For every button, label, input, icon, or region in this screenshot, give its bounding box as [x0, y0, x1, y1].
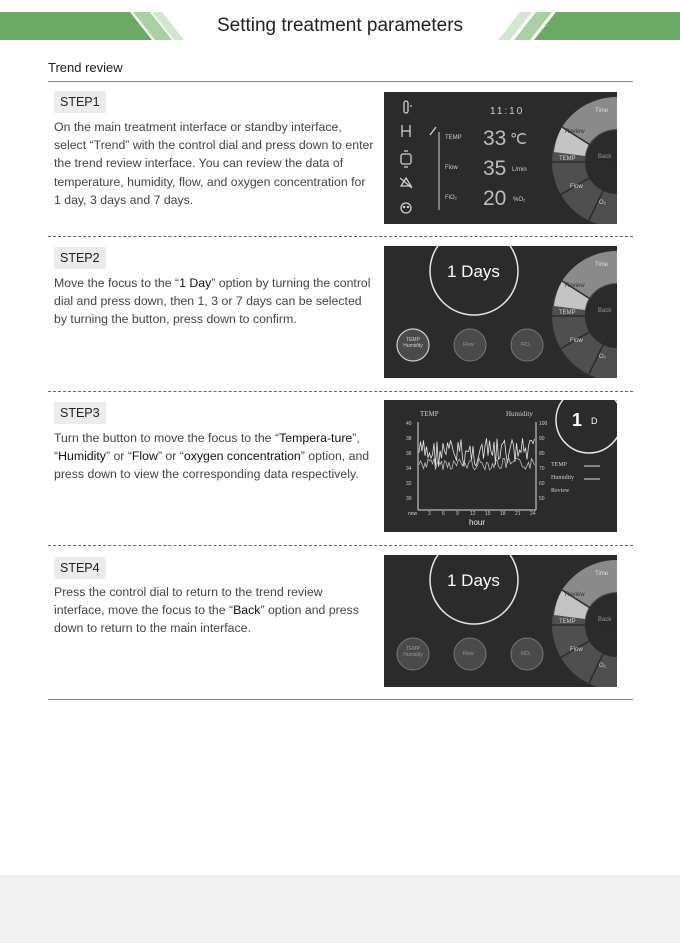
step4-text	[54, 583, 374, 638]
temp-label: TEMP	[445, 135, 462, 141]
menu-review: Review	[565, 592, 585, 598]
step-text-run: Turn the button to move the focus to the “	[54, 431, 280, 445]
temp-trend-line	[419, 438, 535, 467]
flow-unit: L/min	[512, 167, 527, 173]
step-text-run: Press the control dial to return to the trend review interface, move the focus to the “	[54, 585, 323, 618]
step-separator	[48, 391, 633, 392]
emphasis-term: 1 Day	[179, 276, 212, 290]
step-text-run: ” option by turning the control dial and press down, then 1, 3 or 7 days can be selected by turning the button, press down to confirm.	[54, 276, 371, 327]
temp-humidity-button: TEMP Humidity	[403, 337, 423, 349]
menu-time: Time	[595, 108, 609, 114]
step-text-run: ” or “	[105, 449, 132, 464]
thermometer-icon	[404, 101, 412, 113]
menu-time: Time	[595, 262, 609, 268]
x-tick: 3	[428, 511, 431, 517]
step-text-run: ”, “	[54, 431, 360, 464]
x-tick: 24	[530, 511, 536, 517]
days-label: 1 Days	[447, 262, 500, 281]
y-left-tick: 32	[406, 481, 412, 487]
step-text-run: ” option and press down to return to the main interface.	[54, 603, 359, 636]
fio2-label: FiO₂	[445, 195, 457, 201]
emphasis-term: Flow	[131, 449, 158, 464]
step2-text	[54, 274, 374, 329]
fio2-button: FiO₂	[521, 342, 531, 348]
legend-temp: TEMP	[551, 462, 568, 468]
temp-value: 33	[483, 127, 507, 150]
y-right-tick: 70	[539, 466, 545, 472]
menu-o2: O₂	[599, 200, 606, 206]
flow-value: 35	[483, 157, 507, 180]
menu-temp: TEMP	[559, 310, 576, 316]
graph-right-title: Humidity	[506, 410, 533, 418]
menu-review: Review	[565, 129, 585, 135]
menu-o2: O₂	[599, 354, 606, 360]
watch-icon	[401, 151, 411, 167]
step3-text	[54, 429, 374, 484]
face-icon	[401, 203, 411, 213]
x-tick: 12	[470, 511, 476, 517]
step-text-run: On the main treatment interface or standby interface, select “Trend” with the control dial and press down to enter the trend review interface. You can review the data of temperature, humidity, flow, and oxygen concentration for 1 day, 3 days and 7 days.	[54, 120, 374, 207]
legend-review: Review	[551, 488, 570, 494]
menu-time: Time	[595, 571, 609, 577]
step-text-run: ” option, and press down to view the corresponding data respectively.	[54, 449, 370, 482]
days-number: 1	[572, 410, 583, 430]
flow-button: Flow	[463, 651, 474, 657]
screen-main-interface	[384, 92, 617, 224]
legend-humidity: Humidity	[551, 475, 575, 481]
flow-button: Flow	[463, 342, 474, 348]
days-unit: D	[591, 416, 598, 426]
step-text-run: ” or “	[157, 449, 184, 464]
step4-tag: STEP4	[54, 557, 106, 579]
x-tick: 9	[456, 511, 459, 517]
emphasis-term: Tempera-ture	[279, 431, 353, 445]
section-rule	[48, 81, 633, 82]
x-tick: 18	[500, 511, 506, 517]
x-tick: 21	[515, 511, 521, 517]
flow-label: Flow	[445, 165, 458, 171]
step-separator	[48, 236, 633, 237]
emphasis-term: Back	[233, 603, 261, 618]
menu-temp: TEMP	[559, 619, 576, 625]
screen-days-select	[384, 246, 617, 378]
clock-time: 11:10	[490, 106, 525, 117]
menu-back: Back	[598, 308, 612, 314]
step2-tag: STEP2	[54, 247, 106, 269]
y-right-tick: 100	[539, 421, 548, 427]
menu-flow: Flow	[570, 338, 583, 344]
wrench-icon	[430, 127, 436, 135]
y-right-tick: 60	[539, 481, 545, 487]
step-separator	[48, 545, 633, 546]
menu-flow: Flow	[570, 647, 583, 653]
fio2-value: 20	[483, 187, 507, 210]
humidifier-icon	[402, 125, 410, 137]
y-left-tick: 34	[406, 466, 412, 472]
menu-back: Back	[598, 617, 612, 623]
emphasis-term: oxygen concentration	[183, 449, 301, 464]
menu-review: Review	[565, 283, 585, 289]
step1-tag: STEP1	[54, 91, 106, 113]
page-title: Setting treatment parameters	[216, 15, 464, 36]
temp-humidity-button: TEMP Humidity	[403, 646, 423, 658]
y-left-tick: 40	[406, 421, 412, 427]
page-footer-band	[0, 875, 680, 943]
y-left-tick: 38	[406, 436, 412, 442]
x-tick: 6	[442, 511, 445, 517]
y-left-tick: 36	[406, 451, 412, 457]
temp-unit: ℃	[510, 131, 527, 148]
menu-temp: TEMP	[559, 156, 576, 162]
alarm-off-icon	[400, 178, 412, 188]
section-title: Trend review	[48, 60, 123, 75]
emphasis-term: Humidity	[58, 449, 106, 464]
x-tick: 15	[485, 511, 491, 517]
y-left-tick: 30	[406, 496, 412, 502]
step-text-run: Move the focus to the “	[54, 276, 180, 290]
x-axis-label: hour	[469, 518, 486, 527]
screen-days-back	[384, 555, 617, 687]
screen-trend-graph	[384, 400, 617, 532]
days-circle	[556, 400, 617, 453]
section-end-rule	[48, 699, 633, 700]
menu-o2: O₂	[599, 663, 606, 669]
y-right-tick: 50	[539, 496, 545, 502]
y-right-tick: 80	[539, 451, 545, 457]
x-tick: now	[408, 511, 418, 517]
graph-left-title: TEMP	[420, 410, 439, 418]
step3-tag: STEP3	[54, 402, 106, 424]
menu-flow: Flow	[570, 184, 583, 190]
fio2-button: FiO₂	[521, 651, 531, 657]
step1-text	[54, 118, 374, 209]
days-label: 1 Days	[447, 571, 500, 590]
menu-back: Back	[598, 154, 612, 160]
header-banner	[0, 12, 680, 40]
fio2-unit: %O₂	[513, 197, 526, 203]
y-right-tick: 90	[539, 436, 545, 442]
